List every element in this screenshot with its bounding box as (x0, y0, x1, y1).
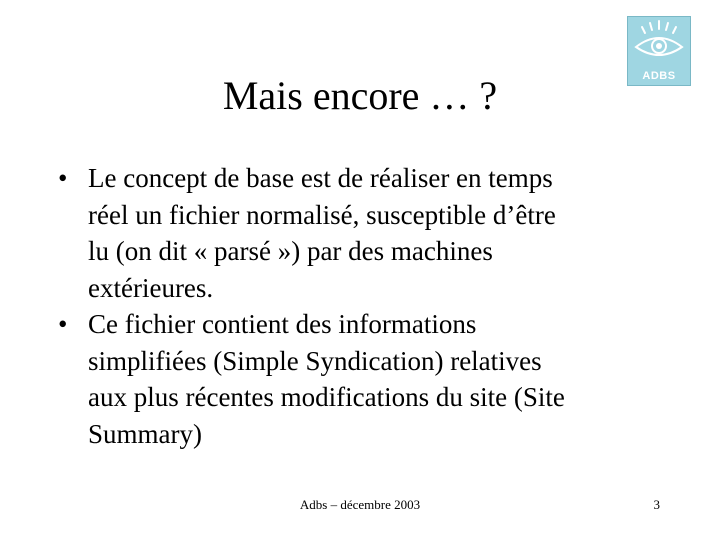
bullet-text-line: aux plus récentes modifications du site (Site (88, 382, 565, 412)
bullet-item (58, 306, 678, 452)
bullet-text-line: Le concept de base est de réaliser en temps (88, 163, 553, 193)
bullet-text-line: Ce fichier contient des informations (88, 309, 477, 339)
bullet-text-line: réel un fichier normalisé, susceptible d’être (88, 199, 556, 230)
bullet-list (58, 160, 678, 452)
bullet-marker: • (58, 309, 68, 339)
bullet-text-line: simplifiées (Simple Syndication) relatives (88, 345, 542, 376)
bullet-item (58, 160, 678, 306)
logo-text: ADBS (642, 70, 676, 82)
slide-title: Mais encore … ? (222, 73, 498, 118)
bullet-text-line: lu (on dit « parsé ») par des machines (88, 236, 493, 266)
page-number: 3 (653, 497, 660, 512)
adbs-logo (627, 16, 691, 86)
bullet-marker: • (58, 163, 68, 193)
footer-text: Adbs – décembre 2003 (299, 497, 421, 512)
bullet-text-line: Summary) (88, 418, 202, 449)
bullet-text-line: extérieures. (88, 272, 214, 303)
eye-icon (628, 17, 690, 69)
